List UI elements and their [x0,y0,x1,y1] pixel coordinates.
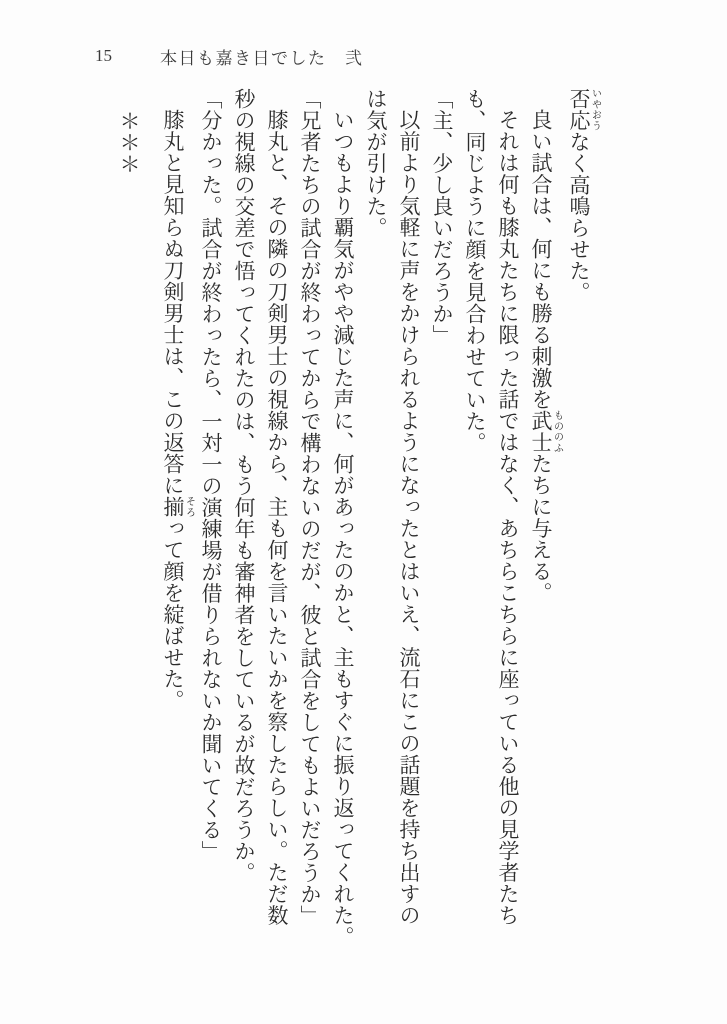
ruby-base: 武士 [529,410,553,453]
text-line [392,88,425,960]
page-number: 15 [95,46,112,65]
ruby-base: 否応 [567,88,591,131]
text-line [425,88,458,960]
text-run: ＊＊＊ [117,110,141,175]
text-line [359,88,392,960]
text-run: なく高鳴らせた。 [567,131,591,303]
text-run: たちに与える。 [529,453,553,604]
text-run: 良い試合は、何にも勝る刺激を [529,109,553,410]
text-line [293,88,326,960]
text-run: 膝丸と見知らぬ刀剣男士は、この返答に [161,109,185,496]
text-run: 「主、少し良いだろうか」 [430,88,454,346]
text-body [112,88,600,960]
text-line [491,88,524,960]
text-run: も、同じように顔を見合わせていた。 [463,88,487,454]
text-line [562,88,600,960]
ruby-text: もののふ [551,410,563,453]
text-line [227,88,260,960]
text-run: それは何も膝丸たちに限った話ではなく、あちらこちらに座っている他の見学者たち [496,109,520,926]
running-header [0,44,727,70]
text-run: 秒の視線の交差で悟ってくれたのは、もう何年も審神者をしているが故だろうか。 [232,88,256,884]
text-line [194,88,227,960]
text-line [156,88,194,960]
ruby-annotation [161,496,195,518]
text-line [260,88,293,960]
ruby-text: いやおう [589,88,601,131]
text-line [524,88,562,960]
text-run: 以前より気軽に声をかけられるようになったとはいえ、流石にこの話題を持ち出すの [397,109,421,926]
ruby-text: そろ [183,496,195,518]
text-line [326,88,359,960]
header-title: 本日も嘉き日でした 弐 [160,49,364,68]
ruby-annotation [529,410,563,453]
text-run: 膝丸と、その隣の刀剣男士の視線から、主も何を言いたいかを察したらしい。ただ数 [265,109,289,926]
ruby-annotation [567,88,601,131]
text-run: 「分かった。試合が終わったら、一対一の演練場が借りられないか聞いてくる」 [199,88,223,862]
text-line [458,88,491,960]
text-run: は気が引けた。 [364,88,388,239]
text-run: 「兄者たちの試合が終わってからで構わないのだが、彼と試合をしてもよいだろうか」 [298,88,322,927]
section-separator [112,88,145,960]
text-run: って顔を綻ばせた。 [161,517,185,711]
ruby-base: 揃 [161,496,185,518]
text-run: いつもより覇気がやや減じた声に、何があったのかと、主もすぐに振り返ってくれた。 [331,109,355,948]
